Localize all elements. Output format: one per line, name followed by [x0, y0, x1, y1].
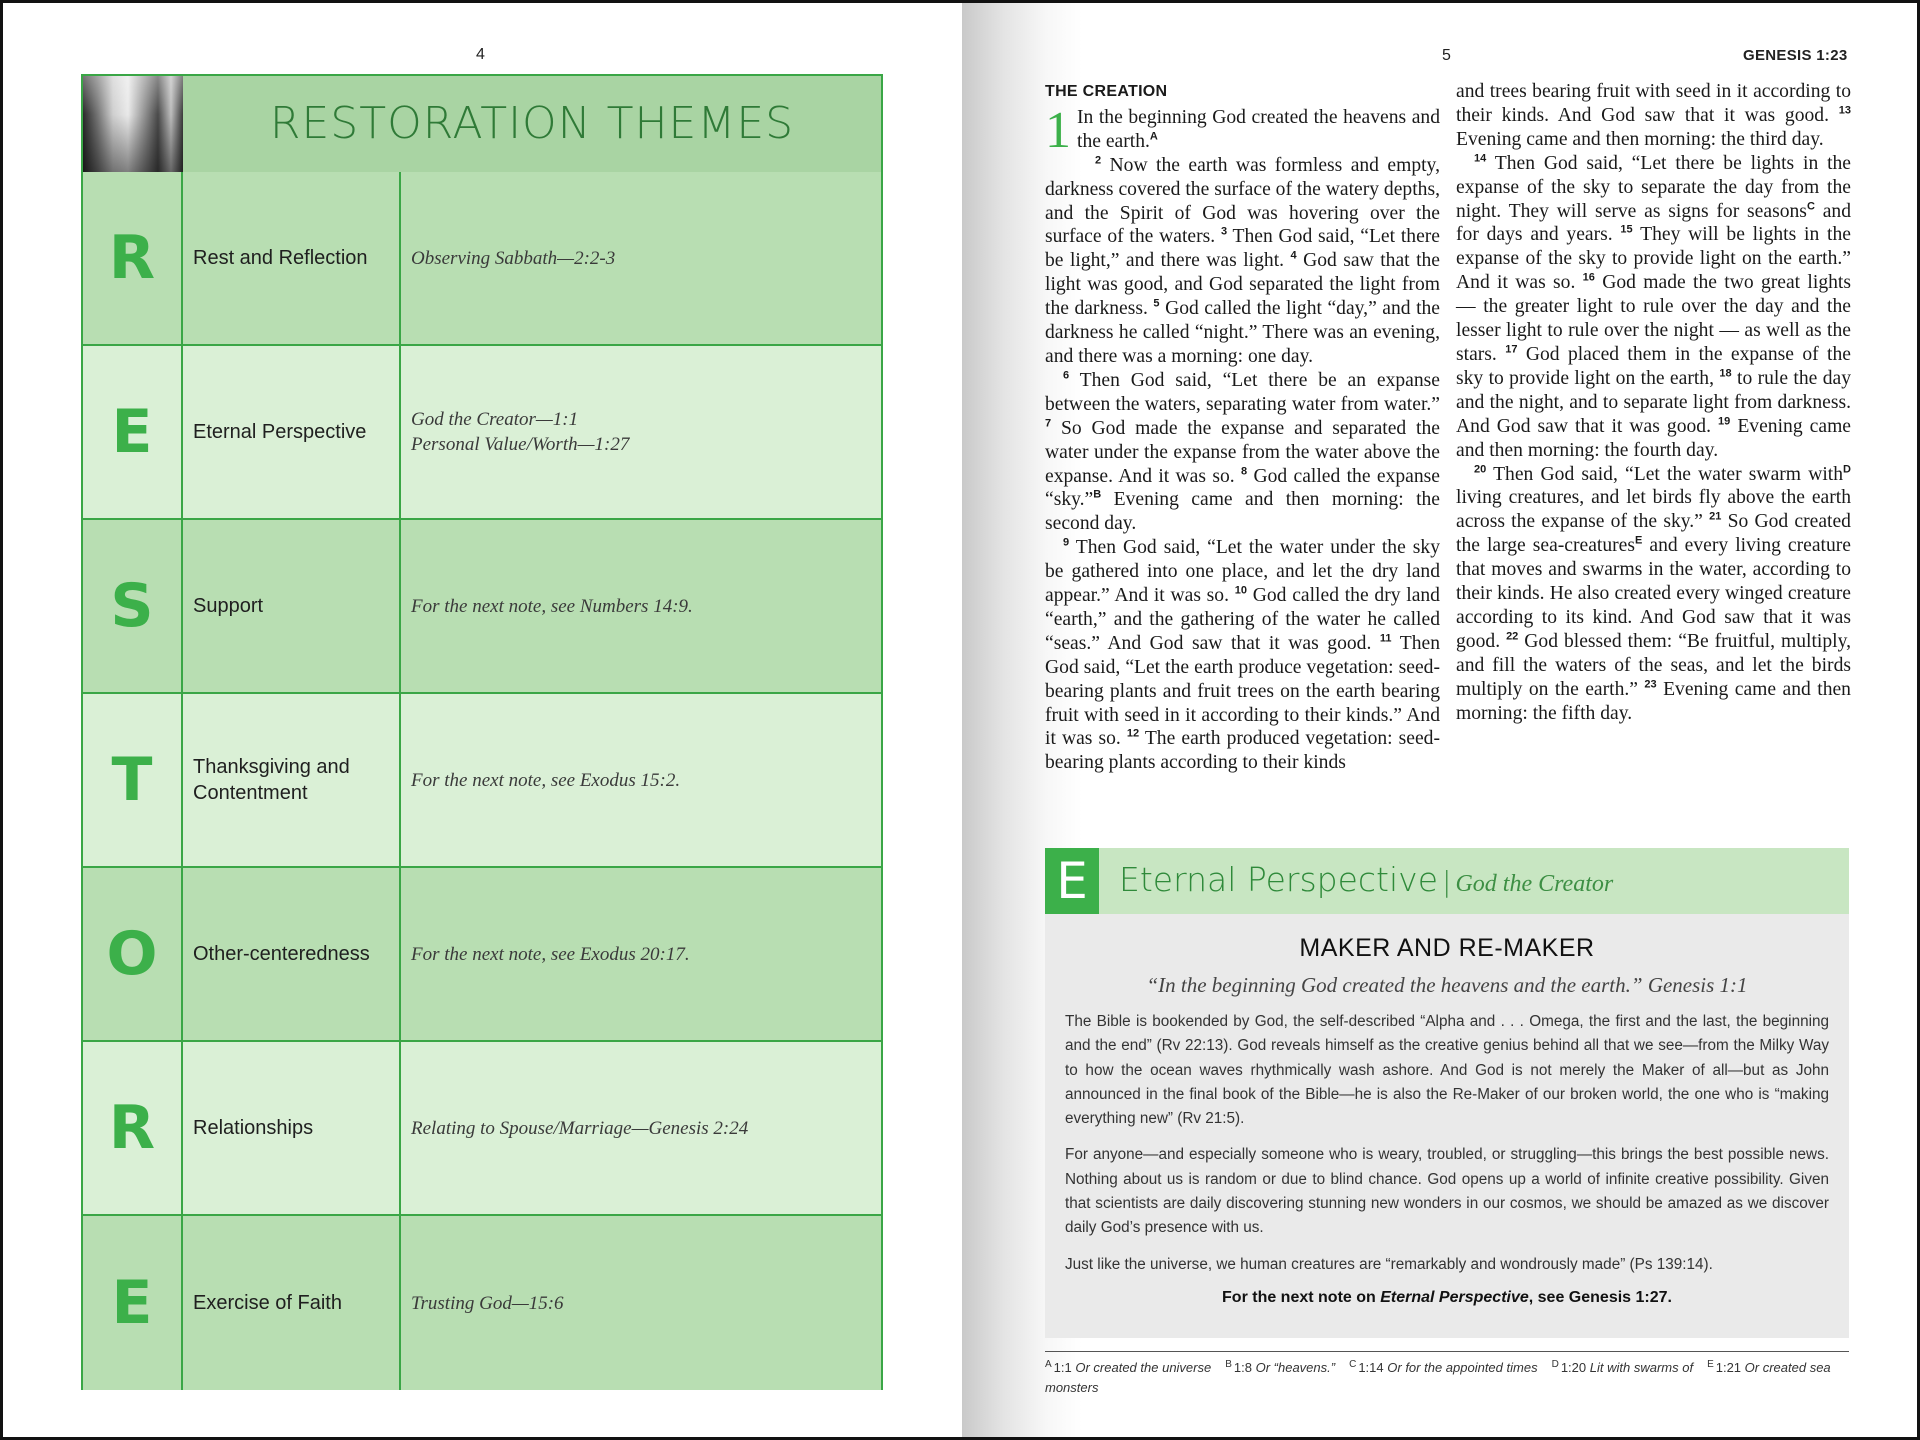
note-quote: “In the beginning God created the heavens and the earth.” Genesis 1:1 [1146, 973, 1748, 997]
theme-references [401, 520, 881, 692]
note-title: Eternal Perspective | God the Creator [1119, 860, 1614, 899]
theme-letter: E [83, 346, 183, 518]
note-next-link: For the next note on Eternal Perspective, see Genesis 1:27. [1222, 1288, 1672, 1306]
note-heading: MAKER AND RE-MAKER [1299, 934, 1595, 962]
footnote: $^C$ 1:14 Or for the appointed times [1349, 1359, 1538, 1376]
theme-reference: Relating to Spouse/Marriage—Genesis 2:24 [411, 1117, 749, 1139]
theme-reference: God the Creator—1:1 [411, 409, 579, 430]
theme-references [401, 1042, 881, 1214]
theme-name: Eternal Perspective [183, 346, 401, 518]
scripture-column-left [1045, 80, 1440, 775]
theme-letter: O [83, 868, 183, 1040]
theme-row [83, 694, 881, 868]
theme-letter: R [83, 172, 183, 344]
verse-paragraph: 1 In the beginning God created the heavens and the earth.$^A$ [1045, 101, 1440, 159]
note-body [1045, 914, 1849, 1338]
footnote: $^A$ 1:1 Or created the universe [1045, 1359, 1212, 1376]
theme-row [83, 520, 881, 694]
theme-name: Rest and Reflection [183, 172, 401, 344]
theme-reference: Personal Value/Worth—1:27 [411, 434, 630, 455]
theme-references [401, 1216, 881, 1390]
restoration-themes-table [81, 74, 883, 1390]
theme-reference: Observing Sabbath—2:2-3 [411, 247, 616, 269]
theme-name: Relationships [183, 1042, 401, 1214]
footnote: $^B$ 1:8 Or “heavens.” [1225, 1359, 1336, 1376]
verse-paragraph: $^{20}$ Then God said, “Let the water swarm with$^D$ living creatures, and let birds fly above the earth across the expanse of the sky.” $^{21}$ So God created the large sea-creatures$^E$ and every living creature that moves and swarms in the water, according to their kinds. He also created every winged creature according to its kind. And God saw that it was good. $^{22}$ God blessed them: “Be fruitful, multiply, and fill the waters of the seas, and let the birds multiply on the earth.” $^{23}$ Evening came and then morning: the fifth day. [1456, 462, 1852, 724]
theme-reference: For the next note, see Exodus 20:17. [411, 943, 690, 965]
verse-paragraph: $^2$ Now the earth was formless and empty, darkness covered the surface of the watery depths, and the Spirit of God was hovering over the surface of the waters. $^3$ Then God said, “Let there be light,” and there was light. $^4$ God saw that the light was good, and God separated the light from the darkness. $^5$ God called the light “day,” and the darkness he called “night.” There was an evening, and there was a morning: one day. [1045, 154, 1441, 367]
theme-row [83, 1216, 881, 1390]
verse-paragraph: $^{14}$ Then God said, “Let there be lights in the expanse of the sky to separate the day from the night. They will serve as signs for seasons$^C$ and for days and years. $^{15}$ They will be lights in the expanse of the sky to provide light on the earth.” And it was so. $^{16}$ God made the two great lights — the greater light to rule over the day and the lesser light to rule over the night — as well as the stars. $^{17}$ God placed them in the expanse of the sky to provide light on the earth, $^{18}$ to rule the day and the night, and to separate light from darkness. And God saw that it was good. $^{19}$ Evening came and then morning: the fourth day. [1456, 152, 1852, 461]
theme-name: Other-centeredness [183, 868, 401, 1040]
table-header [83, 76, 881, 174]
chapter-number: 1 [1045, 101, 1071, 159]
footnote-rule [1045, 1351, 1849, 1352]
note-paragraph: For anyone—and especially someone who is weary, troubled, or struggling—this brings the best possible news. Nothing about us is random or due to blind chance. God opens up a world of infinite creative possibility. Given that scientists are daily discovering stunning new wonders in our cosmos, we should be amazed as we discover daily God’s presence with us. [1065, 1146, 1829, 1237]
theme-letter: S [83, 520, 183, 692]
theme-letter: E [83, 1216, 183, 1390]
theme-references [401, 346, 881, 518]
theme-reference: Trusting God—15:6 [411, 1292, 564, 1314]
table-title: RESTORATION THEMES [269, 98, 795, 149]
theme-name: Support [183, 520, 401, 692]
theme-reference: For the next note, see Exodus 15:2. [411, 769, 681, 791]
theme-name: Exercise of Faith [183, 1216, 401, 1390]
theme-references [401, 172, 881, 344]
note-paragraph: Just like the universe, we human creatures are “remarkably and wondrously made” (Ps 139:14). [1065, 1255, 1713, 1273]
theme-row [83, 172, 881, 346]
footnotes [1045, 1355, 1849, 1398]
theme-row [83, 1042, 881, 1216]
footnote: $^D$ 1:20 Lit with swarms of [1551, 1359, 1694, 1376]
theme-reference: For the next note, see Numbers 14:9. [411, 595, 693, 617]
theme-row [83, 346, 881, 520]
verse-paragraph: $^9$ Then God said, “Let the water under the sky be gathered into one place, and let the dry land appear.” And it was so. $^{10}$ God called the dry land “earth,” and the gathering of the water he called “seas.” And God saw that it was good. $^{11}$ Then God said, “Let the earth produce vegetation: seed-bearing plants and fruit trees on the earth bearing fruit with seed in it according to their kinds.” And it was so. $^{12}$ The earth produced vegetation: seed-bearing plants according to their kinds [1045, 536, 1441, 774]
theme-letter: R [83, 1042, 183, 1214]
footnote: $^E$ 1:21 Or created sea monsters [1045, 1359, 1831, 1396]
section-heading: THE CREATION [1045, 83, 1168, 100]
theme-letter: T [83, 694, 183, 866]
note-letter-badge: E [1045, 848, 1099, 914]
running-head: GENESIS 1:23 [1743, 47, 1848, 64]
theme-name: Thanksgiving and Contentment [183, 694, 401, 866]
verse-paragraph: and trees bearing fruit with seed in it according to their kinds. And God saw that it was good. $^{13}$ Evening came and then morning: the third day. [1456, 81, 1852, 150]
theme-references [401, 694, 881, 866]
note-separator: | [1442, 865, 1452, 898]
header-photo [83, 76, 183, 172]
theme-references [401, 868, 881, 1040]
scripture-column-right [1456, 80, 1851, 725]
right-page-number: 5 [1442, 47, 1451, 64]
note-subtitle: God the Creator [1455, 871, 1614, 897]
theme-row [83, 868, 881, 1042]
note-header [1045, 848, 1849, 914]
note-paragraph: The Bible is bookended by God, the self-described “Alpha and . . . Omega, the first and the last, the beginning and the end” (Rv 22:13). God reveals himself as the creative genius behind all that we see—from the Milky Way to how the ocean waves rhythmically wash ashore. And God is not merely the Maker of all—but as John announced in the final book of the Bible—he is also the Re-Maker of our broken world, the one who is “making everything new” (Rv 21:5). [1065, 1013, 1829, 1128]
verse-paragraph: $^6$ Then God said, “Let there be an expanse between the waters, separating water from water.” $^7$ So God made the expanse and separated the water under the expanse from the water above the expanse. And it was so. $^8$ God called the expanse “sky.”$^B$ Evening came and then morning: the second day. [1045, 369, 1441, 535]
left-page-number: 4 [476, 46, 485, 63]
